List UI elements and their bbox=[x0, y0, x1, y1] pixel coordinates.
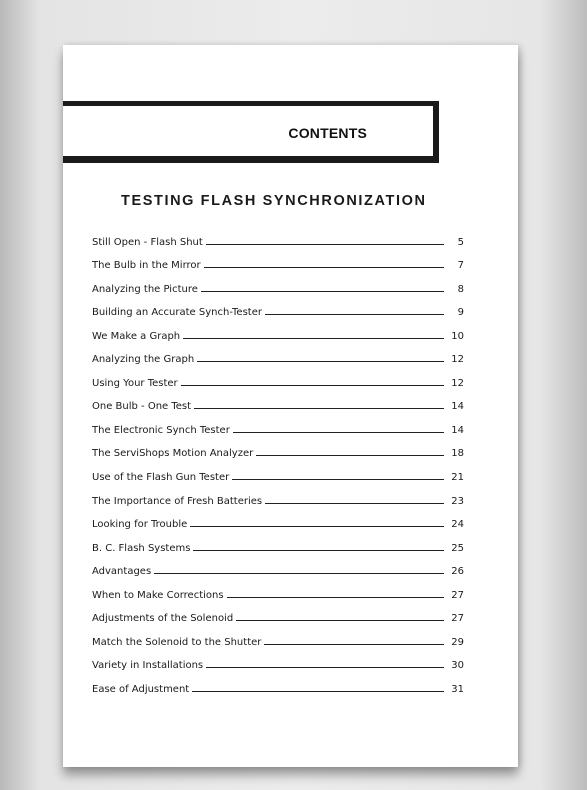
toc-entry bbox=[92, 602, 464, 626]
contents-header-box bbox=[63, 101, 439, 163]
toc-entry bbox=[92, 508, 464, 532]
toc-entry-page: 18 bbox=[451, 448, 464, 460]
toc-entry bbox=[92, 460, 464, 484]
toc-entry-title: Adjustments of the Solenoid bbox=[92, 613, 234, 625]
document-page bbox=[63, 45, 518, 767]
toc-leader-line bbox=[197, 360, 444, 362]
toc-entry-page: 24 bbox=[451, 519, 464, 531]
toc-entry-title: Advantages bbox=[92, 566, 152, 578]
contents-heading: CONTENTS bbox=[288, 124, 367, 141]
toc-entry-page: 14 bbox=[451, 424, 464, 436]
toc-entry-title: Variety in Installations bbox=[92, 660, 204, 672]
toc-leader-line bbox=[193, 549, 444, 551]
toc-leader-line bbox=[232, 478, 444, 480]
toc-entry-page: 30 bbox=[451, 660, 464, 672]
toc-leader-line bbox=[192, 690, 444, 692]
toc-entry-page: 29 bbox=[451, 636, 464, 648]
toc-entry-page: 7 bbox=[457, 260, 464, 272]
toc-entry-title: One Bulb - One Test bbox=[92, 401, 192, 413]
toc-entry-title: Ease of Adjustment bbox=[92, 683, 190, 695]
toc-entry bbox=[92, 390, 464, 414]
toc-entry-title: When to Make Corrections bbox=[92, 589, 224, 601]
toc-entry bbox=[92, 413, 464, 437]
toc-entry bbox=[92, 343, 464, 367]
toc-leader-line bbox=[264, 643, 444, 645]
toc-leader-line bbox=[265, 313, 444, 315]
toc-leader-line bbox=[154, 572, 444, 574]
toc-leader-line bbox=[256, 454, 444, 456]
toc-entry-title: Still Open - Flash Shut bbox=[92, 236, 203, 248]
toc-entry-title: Analyzing the Graph bbox=[92, 354, 195, 366]
toc-entry-title: B. C. Flash Systems bbox=[92, 542, 191, 554]
toc-entry bbox=[92, 249, 464, 273]
toc-entry bbox=[92, 225, 464, 249]
toc-entry-title: Building an Accurate Synch-Tester bbox=[92, 307, 262, 319]
toc-leader-line bbox=[206, 243, 444, 245]
toc-entry-page: 14 bbox=[451, 401, 464, 413]
toc-leader-line bbox=[194, 407, 444, 409]
toc-leader-line bbox=[236, 619, 444, 621]
toc-entry-page: 12 bbox=[451, 377, 464, 389]
toc-entry bbox=[92, 484, 464, 508]
toc-entry-title: We Make a Graph bbox=[92, 330, 181, 342]
toc-leader-line bbox=[190, 525, 444, 527]
toc-entry-title: Using Your Tester bbox=[92, 377, 178, 389]
toc-entry bbox=[92, 531, 464, 555]
toc-entry bbox=[92, 319, 464, 343]
toc-leader-line bbox=[206, 666, 444, 668]
toc-entry-title: The ServiShops Motion Analyzer bbox=[92, 448, 254, 460]
toc-entry-title: The Electronic Synch Tester bbox=[92, 424, 230, 436]
toc-entry-title: Analyzing the Picture bbox=[92, 283, 198, 295]
toc-entry-page: 5 bbox=[457, 236, 464, 248]
toc-entry bbox=[92, 437, 464, 461]
toc-entry bbox=[92, 296, 464, 320]
toc-entry-title: Use of the Flash Gun Tester bbox=[92, 472, 230, 484]
toc-entry-page: 25 bbox=[451, 542, 464, 554]
toc-entry-page: 9 bbox=[457, 307, 464, 319]
toc-leader-line bbox=[204, 266, 444, 268]
section-title: TESTING FLASH SYNCHRONIZATION bbox=[121, 193, 427, 209]
toc-leader-line bbox=[265, 502, 444, 504]
toc-entry-page: 31 bbox=[451, 683, 464, 695]
toc-entry-page: 12 bbox=[451, 354, 464, 366]
toc-entry-page: 10 bbox=[451, 330, 464, 342]
toc-leader-line bbox=[201, 290, 444, 292]
toc-entry-page: 27 bbox=[451, 613, 464, 625]
table-of-contents bbox=[92, 225, 464, 696]
toc-entry bbox=[92, 366, 464, 390]
toc-entry-page: 26 bbox=[451, 566, 464, 578]
toc-entry-title: The Importance of Fresh Batteries bbox=[92, 495, 263, 507]
toc-entry-page: 23 bbox=[451, 495, 464, 507]
toc-entry bbox=[92, 625, 464, 649]
toc-entry-title: Looking for Trouble bbox=[92, 519, 188, 531]
toc-entry bbox=[92, 272, 464, 296]
toc-leader-line bbox=[233, 431, 444, 433]
toc-entry bbox=[92, 672, 464, 696]
toc-entry-page: 21 bbox=[451, 472, 464, 484]
toc-leader-line bbox=[227, 596, 444, 598]
toc-leader-line bbox=[181, 384, 444, 386]
toc-entry-page: 27 bbox=[451, 589, 464, 601]
toc-entry-page: 8 bbox=[457, 283, 464, 295]
toc-entry bbox=[92, 578, 464, 602]
toc-entry bbox=[92, 649, 464, 673]
toc-entry-title: Match the Solenoid to the Shutter bbox=[92, 636, 262, 648]
toc-entry bbox=[92, 555, 464, 579]
toc-leader-line bbox=[183, 337, 444, 339]
toc-entry-title: The Bulb in the Mirror bbox=[92, 260, 201, 272]
